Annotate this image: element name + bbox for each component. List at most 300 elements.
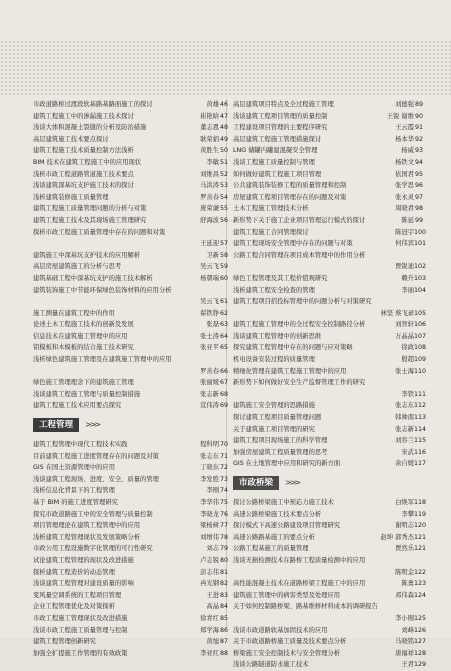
- toc-entry[interactable]: [233, 296, 423, 308]
- toc-entry[interactable]: [233, 532, 427, 544]
- toc-entry-author: 郑学海: [200, 626, 219, 634]
- toc-entry[interactable]: [33, 377, 228, 389]
- header-dot-pattern: [0, 40, 451, 96]
- toc-entry-author: 白焕军: [395, 499, 414, 506]
- toc-entry-page: 108: [414, 344, 427, 352]
- toc-entry-page: 112: [414, 402, 427, 410]
- toc-entry[interactable]: [233, 261, 427, 273]
- section-arrow-icon: >>>: [85, 420, 100, 430]
- toc-entry-page: 77: [219, 522, 228, 530]
- toc-entry[interactable]: [233, 250, 423, 262]
- toc-entry[interactable]: [233, 613, 427, 625]
- toc-entry-title: 机电设备安装过程的质量管理: [233, 356, 315, 364]
- toc-entry[interactable]: [233, 331, 427, 343]
- toc-entry-author: 冉光钢: [200, 580, 219, 588]
- toc-entry[interactable]: [33, 578, 228, 590]
- toc-entry-title: 市政工程施工管理现状及改进措施: [33, 614, 128, 622]
- toc-entry-page: 121: [414, 533, 427, 541]
- toc-entry-title: 精细化管理在建筑工程施工管理中的应用: [233, 367, 347, 375]
- toc-entry-title: 浅析市政工程道路管道施工技术要点: [33, 170, 134, 178]
- toc-entry-author: 杨威: [401, 147, 414, 155]
- toc-entry-title: 浅析建筑工程管理现状及发展策略分析: [33, 533, 141, 541]
- toc-entry-page: 91: [414, 124, 423, 132]
- toc-entry-page: 103: [414, 274, 427, 282]
- toc-entry[interactable]: [33, 99, 228, 111]
- toc-entry[interactable]: [233, 354, 427, 366]
- right-column: [233, 99, 427, 671]
- toc-entry-page: 84: [219, 603, 228, 611]
- toc-entry[interactable]: [233, 389, 427, 401]
- toc-list-municipal-bridges: [233, 497, 427, 671]
- toc-entry[interactable]: [33, 203, 228, 215]
- toc-entry-page: 69: [219, 402, 228, 410]
- toc-entry[interactable]: [233, 578, 427, 590]
- toc-entry-title: 浅析信息化背景下的工程管理: [33, 487, 115, 495]
- toc-entry[interactable]: [233, 169, 423, 181]
- toc-entry-page: 95: [414, 170, 423, 178]
- toc-entry-author: 黄雄: [206, 101, 219, 108]
- toc-entry-title: LNG 储罐内罐湿混凝安全管理: [233, 147, 318, 155]
- toc-entry-page: 113: [414, 414, 427, 422]
- toc-entry[interactable]: [33, 111, 228, 123]
- toc-entry[interactable]: [33, 567, 228, 579]
- toc-entry-title: 高层建筑项目特点及全过程施工管理: [233, 101, 334, 108]
- toc-entry-title: 关于如何控制路桥梁、路基维修材料成本的调研报告: [233, 603, 378, 611]
- toc-entry-title: 建筑工程施工技术及其现场施工管理研究: [33, 216, 147, 224]
- toc-entry-title: 探讨模式下高速公路建设项目管理研究: [233, 522, 341, 530]
- toc-entry[interactable]: [233, 590, 427, 602]
- toc-entry[interactable]: [233, 447, 427, 459]
- toc-entry[interactable]: [233, 285, 427, 297]
- toc-entry-title: 浅析建筑装修施工质量管理: [33, 193, 109, 201]
- toc-entry-page: 115: [414, 437, 427, 445]
- toc-entry-author: 谢明志: [395, 522, 414, 530]
- toc-entry[interactable]: [233, 555, 423, 567]
- toc-entry-title: 公路工程基施工的质量管理: [233, 545, 309, 553]
- toc-entry[interactable]: [33, 250, 228, 262]
- toc-entry[interactable]: [33, 400, 228, 412]
- toc-entry[interactable]: [233, 342, 427, 354]
- toc-entry[interactable]: [233, 319, 427, 331]
- toc-entry-page: 126: [414, 626, 427, 634]
- toc-entry[interactable]: [33, 157, 228, 169]
- toc-entry-page: 55: [219, 205, 228, 213]
- toc-entry-page: 49: [219, 135, 228, 143]
- toc-entry-page: 92: [414, 135, 423, 143]
- toc-entry-title: 浅谈建筑工程现场、进度、安全、质量的管理: [33, 475, 159, 483]
- section-header-municipal-bridges: [233, 474, 423, 493]
- toc-entry-title: 基于 BIM 的施工进度管理研究: [33, 499, 118, 506]
- toc-entry-page: 68: [219, 390, 228, 398]
- toc-entry-author: 董志恩: [200, 124, 219, 132]
- toc-entry[interactable]: [233, 203, 423, 215]
- toc-entry-title: 探讨建筑工程项目质量管理问题: [233, 414, 322, 422]
- toc-entry-author: 张志东: [395, 402, 414, 410]
- toc-entry-page: 109: [414, 356, 427, 364]
- toc-entry-page: 54: [219, 193, 228, 201]
- toc-entry[interactable]: [33, 648, 228, 660]
- toc-entry[interactable]: [33, 285, 228, 297]
- toc-entry-author: 李发胜: [200, 475, 219, 483]
- toc-entry-author: 罗善春: [200, 367, 219, 375]
- toc-entry-title: 高速公路路基施工的要点分析: [233, 533, 315, 541]
- toc-entry-author: 张磊: [206, 321, 219, 329]
- toc-entry-author: 程科明: [200, 441, 219, 449]
- toc-entry-author: 张亚平: [200, 344, 219, 352]
- toc-entry-author: 张学思: [395, 182, 414, 190]
- toc-entry-page: 79: [219, 545, 228, 553]
- toc-entry-author: 李铁: [401, 390, 414, 398]
- toc-entry-title: 房屋建筑工程项目管理存在的问题及对策: [233, 193, 347, 201]
- toc-entry[interactable]: [233, 122, 423, 134]
- toc-entry-title: 变风量空调系统的工程项目管理: [33, 591, 122, 599]
- toc-entry-title: 目前建筑工程施工进度管理存在的问题及对策: [33, 452, 159, 460]
- toc-entry-author: 宣伟涛: [200, 402, 219, 410]
- toc-entry-author: 李小刚: [395, 614, 414, 622]
- toc-entry-page: 53: [219, 182, 228, 190]
- toc-entry[interactable]: [233, 180, 423, 192]
- toc-entry-author: 王锐 谢维: [386, 112, 414, 120]
- toc-entry-page: 105: [414, 309, 427, 317]
- toc-entry-author: 周晓君: [395, 205, 414, 213]
- toc-entry-author: 张丽媛: [200, 379, 219, 387]
- toc-entry-author: 马洪涛: [200, 182, 219, 190]
- toc-entry-page: 87: [219, 638, 228, 646]
- toc-entry-title: 浅谈大体积混凝土裂缝的分析及防治措施: [33, 124, 147, 132]
- toc-entry[interactable]: [233, 308, 427, 320]
- toc-entry[interactable]: [33, 180, 228, 192]
- toc-entry[interactable]: [33, 342, 228, 354]
- toc-entry-page: 80: [219, 556, 228, 564]
- toc-entry-page: 114: [414, 425, 427, 433]
- toc-entry-title: 公路工程合同管理在项目成本管理中的作用分析: [233, 251, 366, 259]
- toc-entry-page: 107: [414, 332, 427, 340]
- toc-entry-title: 如何做好建筑工程施工项目管理: [233, 170, 322, 178]
- toc-entry-page: 119: [414, 510, 427, 518]
- toc-entry-author: 彭志伟: [200, 568, 219, 576]
- toc-entry[interactable]: [33, 474, 228, 486]
- toc-entry-title: 探析建筑工程造价的动态管理: [33, 568, 115, 576]
- toc-entry-page: 75: [219, 499, 228, 506]
- toc-entry[interactable]: [233, 227, 427, 239]
- toc-entry-author: 赖升: [401, 274, 414, 282]
- toc-entry-author: 万晶晶: [395, 332, 414, 340]
- toc-entry-page: 67: [219, 379, 228, 387]
- toc-entry-author: 刘维昌: [200, 170, 219, 178]
- toc-entry-title: BIM 技术在建筑工程施工中的应用现状: [33, 158, 142, 166]
- toc-entry-page: 60: [219, 274, 228, 282]
- toc-entry-title: 浅谈公路隧道防水施工技术: [233, 661, 309, 669]
- toc-entry-author: 王延迎: [200, 240, 219, 248]
- toc-entry-title: 建筑工程施工管理中的全过程安全控制路径分析: [233, 321, 366, 329]
- toc-entry[interactable]: [33, 331, 228, 343]
- toc-entry-title: 浅析绿色建筑施工管理及在建筑施工管理中的应用: [33, 356, 172, 364]
- toc-entry-page: 59: [219, 263, 228, 271]
- toc-entry-title: 建筑工程施工质量管理问题的分析与对策: [33, 205, 147, 213]
- toc-entry[interactable]: [33, 354, 228, 366]
- toc-entry[interactable]: [33, 509, 228, 521]
- toc-entry[interactable]: [233, 377, 423, 389]
- toc-entry-title: 浅谈建筑深基坑支护施工技术的探讨: [33, 182, 134, 190]
- toc-entry-title: 建筑工程项目招投标管理中的问题分析与对策研究: [233, 298, 372, 306]
- toc-entry-title: 探究市政道路施工中的安全管理与质量控制: [33, 510, 153, 518]
- toc-entry-author: 崔艳晗: [200, 112, 219, 120]
- toc-entry[interactable]: [233, 625, 427, 637]
- toc-entry-title: 浅谈建筑工程施工管理与质量控制措施: [33, 390, 141, 398]
- toc-entry-page: 63: [219, 321, 228, 329]
- toc-entry[interactable]: [233, 157, 423, 169]
- toc-entry[interactable]: [233, 497, 427, 509]
- toc-entry-title: 浅谈建筑工程管理中的创新思维: [233, 332, 322, 340]
- toc-entry-title: 探析市政工程施工质量管理中存在的问题和对策: [33, 228, 166, 236]
- toc-entry-author: 贾锐迪: [395, 263, 414, 271]
- toc-entry[interactable]: [233, 659, 427, 671]
- toc-entry-author: 邓伟森: [395, 591, 414, 599]
- toc-entry-author: 张永灵: [395, 193, 414, 201]
- toc-entry-page: 127: [414, 638, 427, 646]
- toc-entry[interactable]: [233, 636, 427, 648]
- toc-entry-title: 建筑工程项目现场施工的科学管理: [233, 437, 328, 445]
- toc-entry[interactable]: [233, 99, 423, 111]
- left-column: [33, 99, 228, 659]
- toc-entry[interactable]: [233, 215, 423, 227]
- toc-entry-title: 高层建筑工程施工管理措施探讨: [233, 135, 322, 143]
- toc-entry-page: 81: [219, 568, 228, 576]
- toc-entry-title: 桥梁施工安全控制技术与安全管理分析: [233, 649, 341, 657]
- toc-entry-title: 建筑工程施工技术质量控制方法浅析: [33, 147, 134, 155]
- toc-entry[interactable]: [233, 134, 423, 146]
- toc-entry-author: 宋武: [401, 448, 414, 456]
- toc-entry-page: 85: [219, 614, 228, 622]
- toc-entry[interactable]: [33, 520, 228, 532]
- toc-entry-page: 123: [414, 580, 427, 588]
- toc-entry-title: 浅谈工程施工质量控制与管理: [233, 158, 315, 166]
- toc-entry-author: 王进: [206, 591, 219, 599]
- toc-entry-author: 林坚 蔡飞录: [380, 309, 414, 317]
- toc-entry[interactable]: [233, 273, 427, 285]
- toc-entry[interactable]: [233, 543, 427, 555]
- toc-entry[interactable]: [233, 458, 427, 470]
- toc-entry-title: 浅析建筑工程安全检查的管理: [233, 286, 315, 294]
- toc-entry[interactable]: [233, 509, 427, 521]
- toc-entry-author: 黄旭: [206, 638, 219, 646]
- toc-entry-author: 杨本华: [395, 135, 414, 143]
- toc-entry-page: 90: [414, 112, 423, 120]
- toc-entry-page: 56: [219, 216, 228, 224]
- toc-entry[interactable]: [33, 462, 228, 474]
- toc-entry-author: 韩帅南: [395, 414, 414, 422]
- toc-entry-title: 高层房屋建筑施工的分析与思考: [33, 263, 122, 271]
- toc-entry-title: 浅谈建筑工程管理对建设质量的影响: [33, 580, 134, 588]
- toc-entry[interactable]: [33, 625, 228, 637]
- toc-entry-page: 98: [414, 205, 423, 213]
- toc-entry-page: 124: [414, 591, 427, 599]
- toc-entry-author: 刘志: [206, 545, 219, 553]
- toc-entry-page: 47: [219, 112, 228, 120]
- section-label: 工程管理: [33, 418, 79, 432]
- toc-entry-author: 李丽: [401, 286, 414, 294]
- toc-entry-title: GIS 在土地管理中应用和研究的新方面: [233, 460, 341, 468]
- toc-entry-author: 刘德强: [395, 101, 414, 108]
- toc-entry-title: 加强全扩提施工作管理的有效政策: [33, 649, 128, 657]
- toc-entry-author: 吴云飞: [200, 263, 219, 271]
- toc-entry-page: 121: [414, 545, 427, 553]
- toc-entry-page: 50: [219, 147, 228, 155]
- toc-entry-author: 依国君: [395, 170, 414, 178]
- toc-list-engineering-management-cont: [233, 99, 427, 470]
- toc-entry-title: 建筑工程施工技术应用要点探究: [33, 402, 122, 410]
- toc-entry-page: 64: [219, 332, 228, 340]
- toc-entry[interactable]: [233, 424, 427, 436]
- toc-entry-author: 梁杨树: [200, 522, 219, 530]
- toc-entry-page: 74: [219, 487, 228, 495]
- toc-entry[interactable]: [33, 261, 228, 273]
- toc-entry[interactable]: [33, 192, 228, 204]
- toc-entry-page: 82: [219, 580, 228, 588]
- toc-entry[interactable]: [233, 366, 427, 378]
- toc-entry-page: 94: [414, 158, 423, 166]
- toc-entry[interactable]: [33, 238, 228, 250]
- toc-entry-author: 刘增伟: [200, 533, 219, 541]
- toc-entry-page: 97: [414, 193, 423, 201]
- toc-entry[interactable]: [233, 567, 427, 579]
- toc-entry-page: 116: [414, 448, 427, 456]
- toc-entry[interactable]: [33, 532, 228, 544]
- toc-entry-page: 51: [219, 158, 228, 166]
- toc-entry-author: 陈延: [401, 216, 414, 224]
- toc-entry-title: 建筑工程管理中现代工程技术实践: [33, 441, 128, 449]
- toc-entry-page: 101: [414, 240, 427, 248]
- toc-entry[interactable]: [33, 613, 228, 625]
- toc-entry-author: 陈勇: [401, 580, 414, 588]
- toc-entry-page: 89: [414, 101, 423, 108]
- toc-entry[interactable]: [33, 543, 228, 555]
- toc-entry-title: 建筑工程管理创新研究: [33, 638, 96, 646]
- toc-entry-author: 丁晓东: [200, 464, 219, 472]
- toc-entry-page: 104: [414, 286, 427, 294]
- toc-entry[interactable]: [33, 601, 228, 613]
- toc-entry-title: 企业工程管理优化及对策探析: [33, 603, 115, 611]
- toc-entry-title: 建筑基础工程中深基坑支护的施工技术解析: [33, 274, 153, 282]
- toc-entry[interactable]: [33, 273, 228, 285]
- toc-entry-author: 杨铁文: [395, 158, 414, 166]
- toc-entry-page: 48: [219, 124, 228, 132]
- toc-entry-author: 罗善春: [200, 193, 219, 201]
- toc-entry[interactable]: [233, 111, 423, 123]
- toc-entry-page: 73: [219, 475, 228, 483]
- toc-entry[interactable]: [233, 435, 427, 447]
- toc-entry[interactable]: [33, 169, 228, 181]
- toc-entry-title: 新形势下如何做好安全生产监督管理工作的研究: [233, 379, 366, 387]
- toc-entry[interactable]: [233, 192, 423, 204]
- toc-entry-author: 刘容兰: [395, 437, 414, 445]
- toc-entry-author: 卫新: [206, 251, 219, 259]
- toc-entry-author: 徐政: [401, 344, 414, 352]
- toc-entry-author: 张士涛: [200, 332, 219, 340]
- toc-entry-author: 翟铁铮: [200, 309, 219, 317]
- toc-entry-author: 李亚红: [200, 649, 219, 657]
- toc-entry[interactable]: [233, 412, 427, 424]
- toc-entry[interactable]: [33, 308, 228, 320]
- toc-entry[interactable]: [33, 555, 228, 567]
- toc-entry[interactable]: [33, 497, 228, 509]
- toc-entry[interactable]: [33, 145, 228, 157]
- toc-entry-author: 张志新: [200, 390, 219, 398]
- toc-entry-title: 工程建设项目管理的主要程序研究: [233, 124, 328, 132]
- toc-entry-author: 卢志锐: [200, 556, 219, 564]
- toc-entry-title: 浅谈市政工程施工质量管理与控制: [33, 626, 128, 634]
- toc-entry[interactable]: [33, 296, 228, 308]
- toc-entry[interactable]: [33, 389, 228, 401]
- toc-entry-page: 72: [219, 464, 228, 472]
- toc-list-engineering-management: [33, 439, 228, 659]
- toc-entry-author: 王君: [401, 661, 414, 669]
- toc-entry[interactable]: [233, 238, 427, 250]
- toc-entry-title: 高速公路桥梁施工技术要点分析: [233, 510, 322, 518]
- toc-entry-page: 70: [219, 441, 228, 449]
- toc-entry[interactable]: [233, 601, 423, 613]
- toc-entry-page: 118: [414, 499, 427, 506]
- toc-entry[interactable]: [33, 451, 228, 463]
- toc-entry-title: 施工测量在建筑工程中的作用: [33, 309, 115, 317]
- toc-entry-author: 李华伟: [200, 499, 219, 506]
- toc-entry-page: 57: [219, 240, 228, 248]
- toc-entry[interactable]: [233, 400, 427, 412]
- toc-list-construction-tech: [33, 99, 228, 412]
- toc-entry-title: GIS 在国土资源管理中的应用: [33, 464, 116, 472]
- toc-entry-title: 浅谈建筑工程项目管理的质量控制: [233, 112, 328, 120]
- toc-entry[interactable]: [33, 485, 228, 497]
- toc-entry[interactable]: [233, 145, 423, 157]
- toc-entry-author: 马晓铭: [395, 638, 414, 646]
- toc-entry[interactable]: [33, 366, 228, 378]
- toc-entry[interactable]: [33, 215, 228, 227]
- toc-entry-title: 绿色施工管理理念下的建筑施工管理: [33, 379, 134, 387]
- toc-entry[interactable]: [33, 122, 228, 134]
- section-header-engineering-management: [33, 416, 228, 435]
- toc-entry-author: 徐青红: [200, 614, 219, 622]
- toc-entry-author: 杨朝瑞: [200, 274, 219, 282]
- toc-entry-page: 120: [414, 522, 427, 530]
- toc-entry[interactable]: [33, 590, 228, 602]
- toc-entry[interactable]: [33, 439, 228, 451]
- toc-entry[interactable]: [233, 648, 427, 660]
- toc-entry-author: 陈明金: [395, 568, 414, 576]
- toc-entry-page: 93: [414, 147, 423, 155]
- toc-entry[interactable]: [233, 520, 427, 532]
- toc-entry-title: 试论建筑工程管理的现状及改进措施: [33, 556, 134, 564]
- toc-entry-title: 关于市政道路桥施工质量及技术要点分析: [233, 638, 347, 646]
- toc-entry-title: 关于建筑施工项目管理的研究: [233, 425, 315, 433]
- toc-entry-title: 浅谈市政道路软基加固技术的应用: [233, 626, 328, 634]
- section-arrow-icon: >>>: [285, 478, 300, 487]
- toc-entry-page: 88: [219, 649, 228, 657]
- toc-entry-title: 建筑施工管理中的病害类型及处理应用: [233, 591, 341, 599]
- toc-entry[interactable]: [33, 134, 228, 146]
- toc-entry-author: 张志新: [395, 425, 414, 433]
- toc-entry[interactable]: [33, 227, 228, 239]
- toc-entry-title: 公共建筑装饰装修工程的质量管理和控制: [233, 182, 347, 190]
- toc-entry[interactable]: [33, 636, 228, 648]
- toc-entry[interactable]: [33, 319, 228, 331]
- toc-entry-page: 66: [219, 367, 228, 375]
- toc-entry-page: 122: [414, 568, 427, 576]
- toc-entry-author: 李敏: [206, 158, 219, 166]
- toc-entry-page: 65: [219, 344, 228, 352]
- toc-entry-author: 吴云飞: [200, 298, 219, 306]
- toc-entry-page: 100: [414, 228, 427, 236]
- toc-entry-page: 111: [414, 390, 427, 398]
